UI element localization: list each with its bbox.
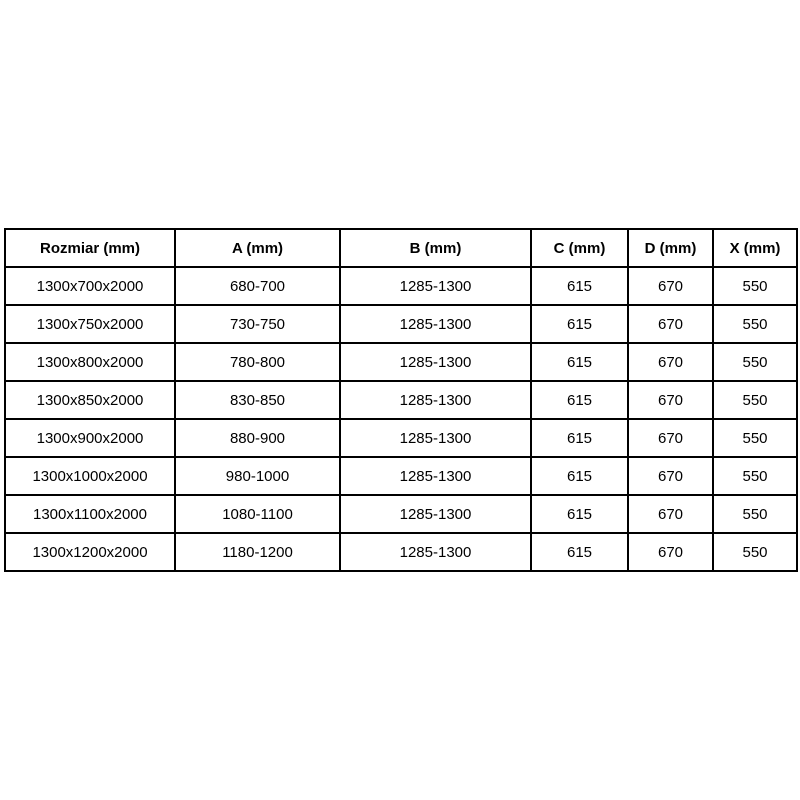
column-header-c: C (mm) [531,229,628,267]
table-cell: 670 [628,533,713,571]
table-row [5,381,797,419]
table-cell: 1285-1300 [340,343,531,381]
table-header-row [5,229,797,267]
table-cell: 615 [531,343,628,381]
table-cell: 670 [628,381,713,419]
table-cell: 1300x700x2000 [5,267,175,305]
table-cell: 1285-1300 [340,381,531,419]
column-header-rozmiar: Rozmiar (mm) [5,229,175,267]
table-cell: 615 [531,305,628,343]
table-cell: 1300x1100x2000 [5,495,175,533]
table-cell: 615 [531,495,628,533]
table-cell: 550 [713,419,797,457]
column-header-x: X (mm) [713,229,797,267]
table-cell: 1285-1300 [340,267,531,305]
table-cell: 1285-1300 [340,457,531,495]
table-cell: 550 [713,495,797,533]
table-cell: 670 [628,419,713,457]
column-header-d: D (mm) [628,229,713,267]
table-row [5,343,797,381]
table-cell: 670 [628,495,713,533]
table-cell: 550 [713,305,797,343]
table-cell: 1300x800x2000 [5,343,175,381]
table-row [5,495,797,533]
table-cell: 1285-1300 [340,495,531,533]
table-cell: 670 [628,305,713,343]
table-header [5,229,797,267]
column-header-b: B (mm) [340,229,531,267]
table-cell: 1285-1300 [340,305,531,343]
table-cell: 1300x750x2000 [5,305,175,343]
table-cell: 615 [531,457,628,495]
table-cell: 1285-1300 [340,419,531,457]
table-cell: 615 [531,533,628,571]
table-cell: 1300x1200x2000 [5,533,175,571]
table-cell: 550 [713,381,797,419]
table-cell: 730-750 [175,305,340,343]
table-cell: 550 [713,267,797,305]
table-cell: 615 [531,419,628,457]
table-cell: 670 [628,457,713,495]
table-cell: 550 [713,343,797,381]
table-cell: 1300x850x2000 [5,381,175,419]
table-cell: 550 [713,457,797,495]
table-cell: 1285-1300 [340,533,531,571]
table-row [5,267,797,305]
table-row [5,305,797,343]
table-cell: 550 [713,533,797,571]
table-row [5,533,797,571]
table-row [5,457,797,495]
table-cell: 1180-1200 [175,533,340,571]
table-cell: 1300x900x2000 [5,419,175,457]
table-cell: 680-700 [175,267,340,305]
table-body [5,267,797,571]
table-cell: 880-900 [175,419,340,457]
dimension-spec-table [4,228,798,572]
table-cell: 615 [531,381,628,419]
table-cell: 670 [628,343,713,381]
table-cell: 1080-1100 [175,495,340,533]
table-cell: 780-800 [175,343,340,381]
table-row [5,419,797,457]
table-cell: 980-1000 [175,457,340,495]
column-header-a: A (mm) [175,229,340,267]
table-cell: 615 [531,267,628,305]
table-cell: 670 [628,267,713,305]
table-cell: 830-850 [175,381,340,419]
table-cell: 1300x1000x2000 [5,457,175,495]
